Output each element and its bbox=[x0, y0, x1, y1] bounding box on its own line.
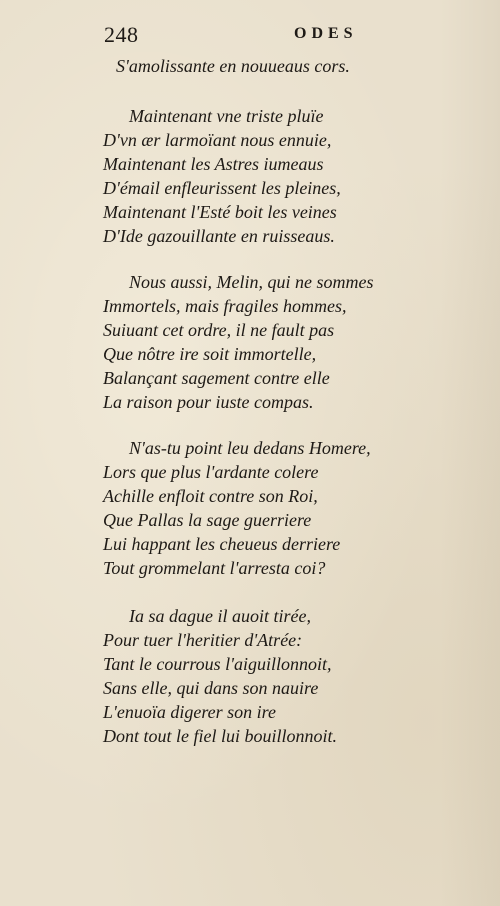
verse-line: Sans elle, qui dans son nauire bbox=[103, 678, 319, 698]
carried-over-line: S'amolissante en nouueaus cors. bbox=[116, 56, 350, 76]
verse-line: Ia sa dague il auoit tirée, bbox=[129, 606, 311, 626]
running-head: ODES bbox=[294, 25, 358, 42]
verse-line: D'Ide gazouillante en ruisseaus. bbox=[103, 226, 335, 246]
verse-line: Dont tout le fiel lui bouillonnoit. bbox=[103, 726, 337, 746]
verse-line: Que Pallas la sage guerriere bbox=[103, 510, 312, 530]
stanza-3 bbox=[103, 436, 403, 580]
verse-line: D'émail enfleurissent les pleines, bbox=[103, 178, 341, 198]
verse-line: D'vn ær larmoïant nous ennuie, bbox=[103, 130, 332, 150]
verse-line: Immortels, mais fragiles hommes, bbox=[103, 296, 347, 316]
page-header bbox=[104, 22, 394, 48]
verse-line: Suiuant cet ordre, il ne fault pas bbox=[103, 320, 335, 340]
stanza-1 bbox=[103, 104, 403, 248]
verse-line: L'enuoïa digerer son ire bbox=[103, 702, 277, 722]
verse-line: Maintenant vne triste pluïe bbox=[129, 106, 324, 126]
verse-line: Maintenant l'Esté boit les veines bbox=[103, 202, 337, 222]
verse-line: Achille enfloit contre son Roi, bbox=[103, 486, 318, 506]
verse-line: La raison pour iuste compas. bbox=[103, 392, 314, 412]
verse-line: Lors que plus l'ardante colere bbox=[103, 462, 319, 482]
verse-line: Pour tuer l'heritier d'Atrée: bbox=[103, 630, 303, 650]
verse-line: Nous aussi, Melin, qui ne sommes bbox=[129, 272, 374, 292]
stanza-4 bbox=[103, 604, 403, 748]
page-edge-shadow bbox=[440, 0, 500, 906]
verse-line: Balançant sagement contre elle bbox=[103, 368, 330, 388]
stanza-2 bbox=[103, 270, 403, 414]
page-number: 248 bbox=[104, 22, 139, 47]
verse-line: Lui happant les cheueus derriere bbox=[103, 534, 341, 554]
verse-line: Maintenant les Astres iumeaus bbox=[103, 154, 324, 174]
verse-line: Tout grommelant l'arresta coi? bbox=[103, 558, 326, 578]
verse-line: Que nôtre ire soit immortelle, bbox=[103, 344, 317, 364]
verse-line: N'as-tu point leu dedans Homere, bbox=[129, 438, 371, 458]
verse-line: Tant le courrous l'aiguillonnoit, bbox=[103, 654, 332, 674]
